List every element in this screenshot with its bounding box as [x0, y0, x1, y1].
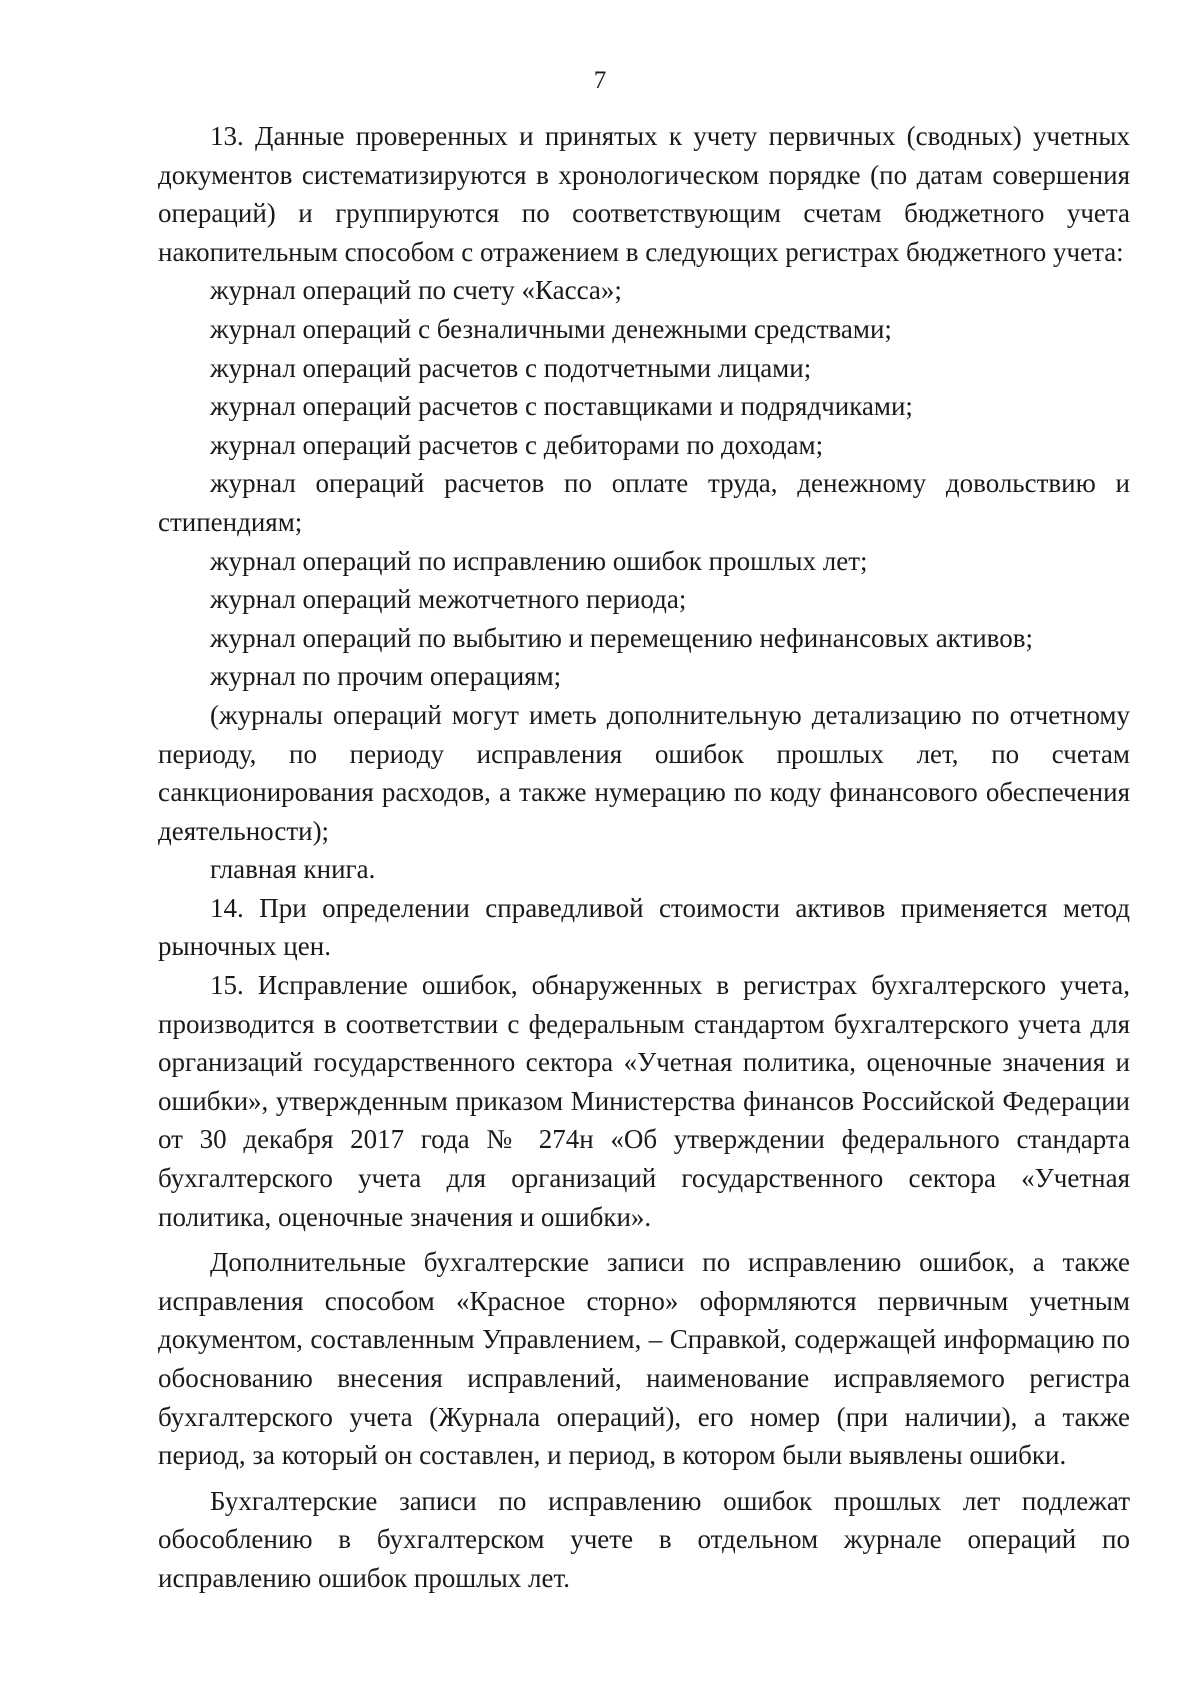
- list-item: журнал операций расчетов с подотчетными лицами;: [210, 352, 812, 383]
- list-item: журнал операций с безналичными денежными средствами;: [210, 313, 892, 344]
- list-item: журнал операций расчетов с поставщиками и подрядчиками;: [210, 391, 913, 422]
- paragraph-13: 13. Данные проверенных и принятых к учету первичных (сводных) учетных документов систематизируются в хронологическом порядке (по датам совершения операций) и группируются по соответствующим счетам бюджетного учета накопительным способом с отражением в следующих регистрах бюджетного учета:: [158, 121, 1130, 267]
- paragraph-15: 15. Исправление ошибок, обнаруженных в регистрах бухгалтерского учета, производится в соответствии с федеральным стандартом бухгалтерского учета для организаций государственного сектора «Учетная политика, оценочные значения и ошибки», утвержденным приказом Министерства финансов Российской Федерации от 30 декабря 2017 года № 274н «Об утверждении федерального стандарта бухгалтерского учета для организаций государственного сектора «Учетная политика, оценочные значения и ошибки».: [158, 970, 1130, 1232]
- paragraph-prior-year-entries: Бухгалтерские записи по исправлению ошибок прошлых лет подлежат обособлению в бухгалтерском учете в отдельном журнале операций по исправлению ошибок прошлых лет.: [158, 1485, 1130, 1593]
- list-item: журнал по прочим операциям;: [210, 661, 562, 692]
- paragraph-additional-entries: Дополнительные бухгалтерские записи по исправлению ошибок, а также исправления способом «Красное сторно» оформляются первичным учетным документом, составленным Управлением, – Справкой, содержащей информацию по обоснованию внесения исправлений, наименование исправляемого регистра бухгалтерского учета (Журнала операций), его номер (при наличии), а также период, за который он составлен, и период, в котором были выявлены ошибки.: [158, 1247, 1130, 1471]
- list-item: журнал операций по счету «Касса»;: [210, 275, 622, 306]
- paragraph-14: 14. При определении справедливой стоимости активов применяется метод рыночных цен.: [158, 892, 1130, 962]
- list-item: журнал операций по выбытию и перемещению нефинансовых активов;: [210, 622, 1033, 653]
- list-note: (журналы операций могут иметь дополнительную детализацию по отчетному периоду, по периоду исправления ошибок прошлых лет, по счетам санкционирования расходов, а также нумерацию по коду финансового обеспечения деятельности);: [158, 699, 1130, 846]
- list-item: журнал операций расчетов с дебиторами по доходам;: [210, 429, 824, 460]
- list-item: главная книга.: [210, 854, 376, 885]
- list-item: журнал операций межотчетного периода;: [210, 584, 687, 615]
- page-number: 7: [593, 67, 607, 94]
- list-item: журнал операций по исправлению ошибок прошлых лет;: [210, 545, 868, 576]
- document-body: [158, 117, 1130, 1598]
- list-item: журнал операций расчетов по оплате труда, денежному довольствию и стипендиям;: [158, 468, 1130, 537]
